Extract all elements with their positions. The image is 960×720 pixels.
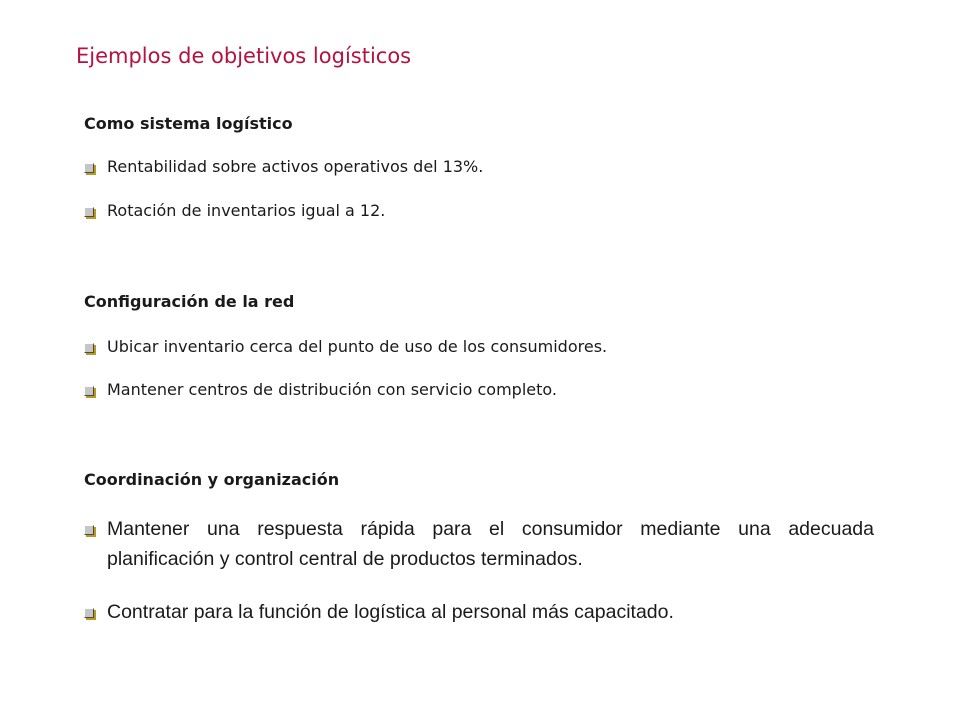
list-item-text: Rotación de inventarios igual a 12. bbox=[107, 201, 386, 220]
list-item-text: Rentabilidad sobre activos operativos del 13%. bbox=[107, 157, 484, 176]
list-item-text: Contratar para la función de logística al personal más capacitado. bbox=[107, 601, 674, 623]
list-item bbox=[84, 337, 874, 356]
page-title: Ejemplos de objetivos logísticos bbox=[76, 44, 412, 68]
square-bullet-icon bbox=[84, 207, 94, 217]
list-item-text: Ubicar inventario cerca del punto de uso de los consumidores. bbox=[107, 337, 608, 356]
section-heading-configuracion-red: Configuración de la red bbox=[84, 292, 295, 311]
list-item-text: Mantener una respuesta rápida para el consumidor mediante una adecuada planificación y control central de productos terminados. bbox=[107, 518, 874, 570]
square-bullet-icon bbox=[84, 608, 94, 618]
list-item-text: Mantener centros de distribución con servicio completo. bbox=[107, 380, 557, 399]
section-heading-coordinacion-organizacion: Coordinación y organización bbox=[84, 470, 340, 489]
list-item bbox=[84, 514, 874, 574]
list-item bbox=[84, 380, 874, 399]
list-item bbox=[84, 597, 874, 627]
list-item bbox=[84, 157, 874, 176]
square-bullet-icon bbox=[84, 163, 94, 173]
square-bullet-icon bbox=[84, 525, 94, 535]
list-item bbox=[84, 201, 874, 220]
section-heading-sistema-logistico: Como sistema logístico bbox=[84, 114, 293, 133]
square-bullet-icon bbox=[84, 343, 94, 353]
square-bullet-icon bbox=[84, 386, 94, 396]
